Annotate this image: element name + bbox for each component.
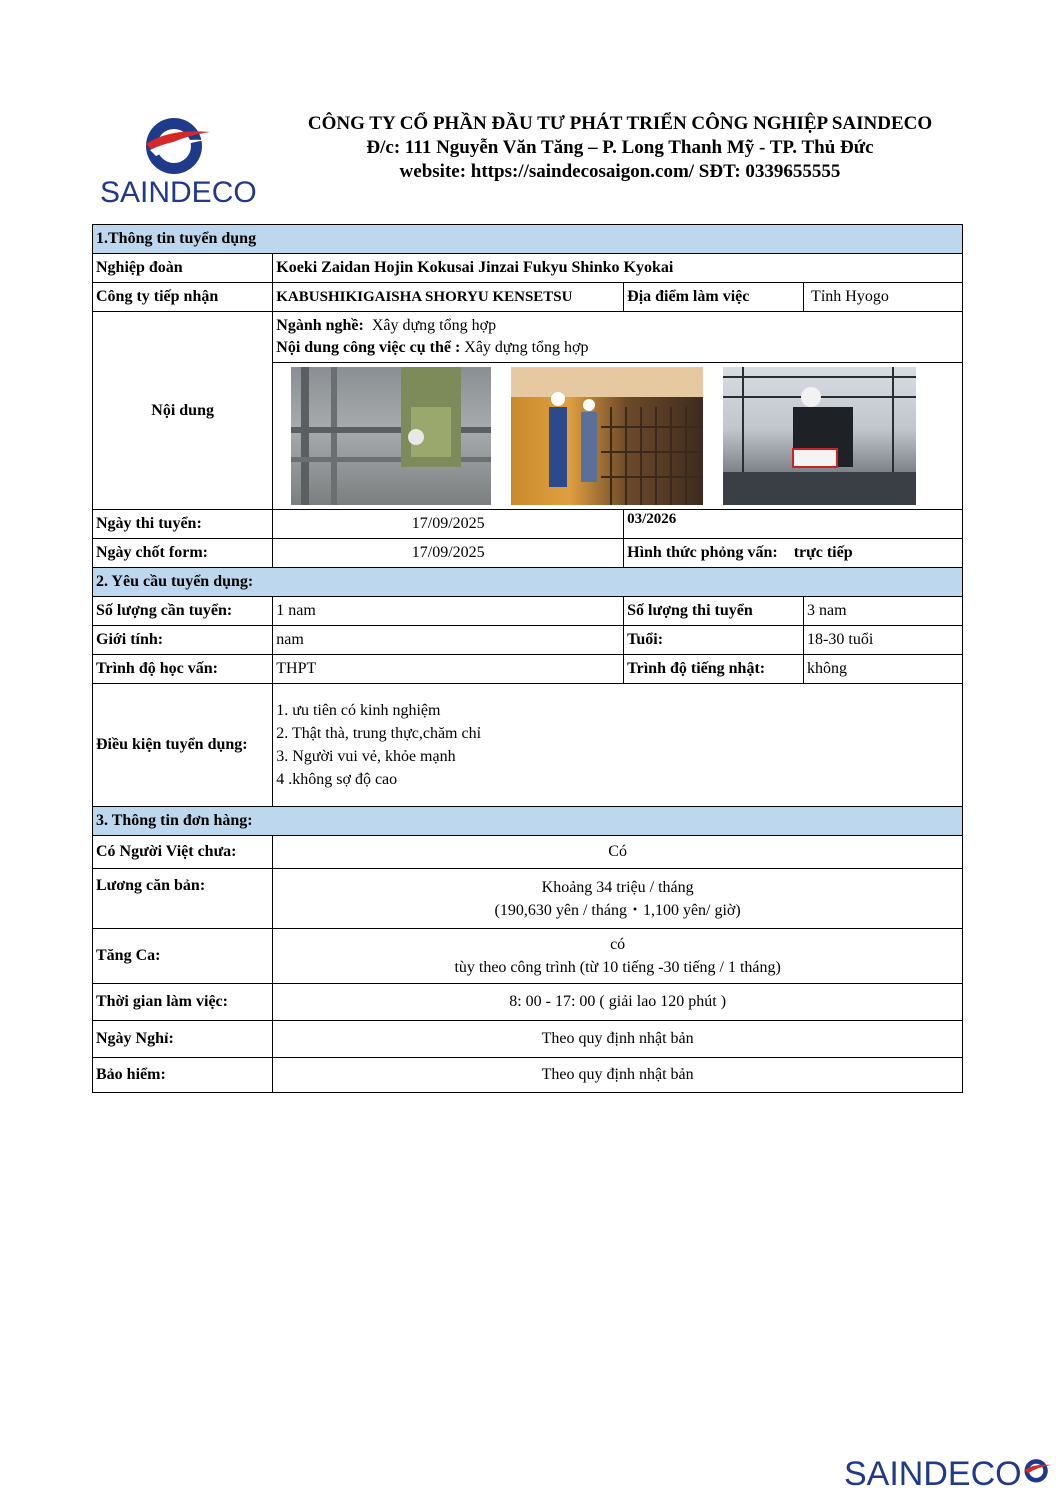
company-header xyxy=(270,112,970,184)
hoc-van-label: Trình độ học vấn: xyxy=(93,655,273,684)
cong-viec-label: Nội dung công việc cụ thể : xyxy=(276,339,461,356)
ngay-thi-value: 17/09/2025 xyxy=(273,510,624,539)
recruitment-form xyxy=(92,224,963,1093)
luong-label: Lương căn bản: xyxy=(93,869,273,929)
ngay-thi-extra: 03/2026 xyxy=(624,510,963,539)
tang-ca-label: Tăng Ca: xyxy=(93,929,273,984)
nghiep-doan-label: Nghiệp đoàn xyxy=(93,254,273,283)
footer-logo xyxy=(844,1455,1056,1500)
gioi-tinh-value: nam xyxy=(273,626,624,655)
ngay-nghi-value: Theo quy định nhật bản xyxy=(273,1021,963,1058)
dia-diem-text: Tỉnh Hyogo xyxy=(811,288,889,305)
luong-line2: (190,630 yên / tháng・1,100 yên/ giờ) xyxy=(494,901,741,919)
photo-cell xyxy=(273,363,963,510)
luong-line1: Khoảng 34 triệu / tháng xyxy=(541,878,694,896)
so-luong-label: Số lượng cần tuyển: xyxy=(93,597,273,626)
nganh-nghe-label: Ngành nghề: xyxy=(276,317,364,334)
hinh-thuc-cell xyxy=(624,539,963,568)
tieng-nhat-value: không xyxy=(804,655,963,684)
so-luong-value: 1 nam xyxy=(273,597,624,626)
cong-viec-value: Xây dựng tổng hợp xyxy=(464,339,589,356)
dieu-kien-item: 2. Thật thà, trung thực,chăm chỉ xyxy=(276,725,482,742)
tang-ca-line1: có xyxy=(610,936,626,953)
section1-title: 1.Thông tin tuyển dụng xyxy=(93,225,963,254)
logo-emblem-icon xyxy=(140,112,212,176)
tuoi-value: 18-30 tuổi xyxy=(804,626,963,655)
footer-brand-name: SAINDECO xyxy=(844,1455,1022,1493)
dia-diem-label: Địa điểm làm việc xyxy=(624,283,804,312)
tieng-nhat-label: Trình độ tiếng nhật: xyxy=(624,655,804,684)
thoi-gian-label: Thời gian làm việc: xyxy=(93,984,273,1021)
company-address: Đ/c: 111 Nguyễn Văn Tăng – P. Long Thanh Mỹ - TP. Thủ Đức xyxy=(366,137,874,158)
hinh-thuc-value: trực tiếp xyxy=(793,544,853,561)
ngay-nghi-label: Ngày Nghỉ: xyxy=(93,1021,273,1058)
nganh-nghe-value: Xây dựng tổng hợp xyxy=(371,317,497,334)
cong-viec-line xyxy=(276,337,959,359)
nguoi-viet-value: Có xyxy=(273,836,963,869)
gioi-tinh-label: Giới tính: xyxy=(93,626,273,655)
ngay-chot-value: 17/09/2025 xyxy=(273,539,624,568)
bao-hiem-label: Bảo hiểm: xyxy=(93,1058,273,1093)
dieu-kien-item: 1. ưu tiên có kinh nghiệm xyxy=(276,702,441,719)
cong-ty-label: Công ty tiếp nhận xyxy=(93,283,273,312)
nghiep-doan-value: Koeki Zaidan Hojin Kokusai Jinzai Fukyu Shinko Kyokai xyxy=(273,254,963,283)
photo-rebar-workers xyxy=(511,367,703,505)
ngay-thi-label: Ngày thi tuyển: xyxy=(93,510,273,539)
footer-logo-emblem-icon xyxy=(1022,1455,1052,1485)
dieu-kien-item: 3. Người vui vẻ, khỏe mạnh xyxy=(276,748,456,765)
section3-title: 3. Thông tin đơn hàng: xyxy=(93,807,963,836)
noi-dung-label: Nội dung xyxy=(93,312,273,510)
so-luong-thi-label: Số lượng thi tuyển xyxy=(624,597,804,626)
tuoi-label: Tuổi: xyxy=(624,626,804,655)
dieu-kien-item: 4 .không sợ độ cao xyxy=(276,771,398,788)
brand-name: SAINDECO xyxy=(100,176,257,209)
hinh-thuc-label: Hình thức phỏng vấn: xyxy=(627,544,778,561)
dia-diem-value xyxy=(804,283,963,312)
company-website: website: https://saindecosaigon.com/ SĐT: 0339655555 xyxy=(399,161,841,182)
photo-gallery xyxy=(273,364,962,509)
photo-highrise-worker xyxy=(723,367,916,505)
tang-ca-cell xyxy=(273,929,963,984)
luong-cell xyxy=(273,869,963,929)
hoc-van-value: THPT xyxy=(273,655,624,684)
section2-title: 2. Yêu cầu tuyển dụng: xyxy=(93,568,963,597)
dieu-kien-label: Điều kiện tuyển dụng: xyxy=(93,684,273,807)
company-logo xyxy=(100,112,260,212)
thoi-gian-value: 8: 00 - 17: 00 ( giải lao 120 phút ) xyxy=(273,984,963,1021)
so-luong-thi-value: 3 nam xyxy=(804,597,963,626)
nguoi-viet-label: Có Người Việt chưa: xyxy=(93,836,273,869)
nganh-nghe-line xyxy=(276,315,959,337)
dieu-kien-list xyxy=(273,684,963,807)
tang-ca-line2: tùy theo công trình (từ 10 tiếng -30 tiếng / 1 tháng) xyxy=(454,959,781,976)
photo-scaffolding-worker xyxy=(291,367,491,505)
ngay-chot-label: Ngày chốt form: xyxy=(93,539,273,568)
company-name: CÔNG TY CỔ PHẦN ĐẦU TƯ PHÁT TRIỂN CÔNG NGHIỆP SAINDECO xyxy=(307,113,933,134)
nganh-nghe-cell xyxy=(273,312,963,363)
bao-hiem-value: Theo quy định nhật bản xyxy=(273,1058,963,1093)
cong-ty-value: KABUSHIKIGAISHA SHORYU KENSETSU xyxy=(273,283,624,312)
